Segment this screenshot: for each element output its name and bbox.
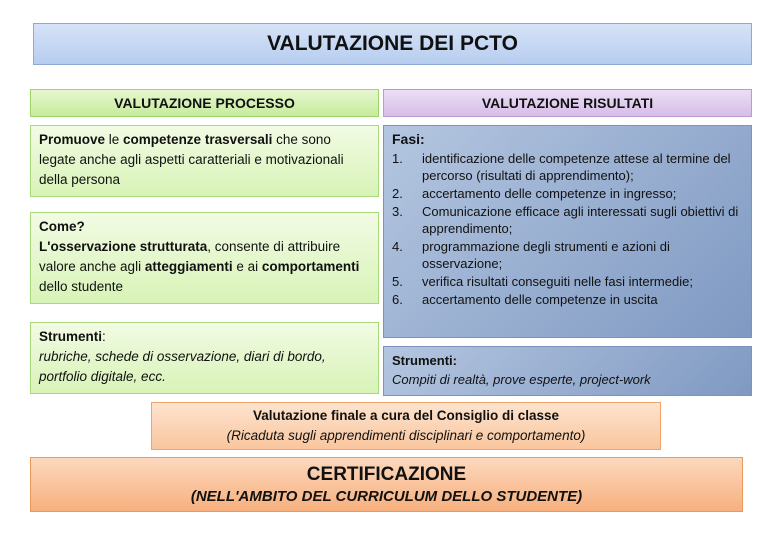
header-processo: VALUTAZIONE PROCESSO xyxy=(30,89,379,117)
text-competenze-desc: che sono legate anche agli aspetti caratteriali e motivazionali della persona xyxy=(39,132,344,187)
box-certificazione xyxy=(30,457,743,512)
strumenti-risultati-label: Strumenti: xyxy=(392,353,457,368)
fase-item: 6. accertamento delle competenze in uscita xyxy=(392,292,658,307)
valutazione-finale-title: Valutazione finale a cura del Consiglio di classe xyxy=(252,408,560,423)
main-title: VALUTAZIONE DEI PCTO xyxy=(33,23,752,65)
strumenti-processo-items: rubriche, schede di osservazione, diari di bordo, portfolio digitale, ecc. xyxy=(39,349,326,384)
text-come: Come? xyxy=(39,219,85,234)
certificazione-title: CERTIFICAZIONE xyxy=(306,464,467,485)
fasi-list xyxy=(392,150,743,308)
fase-item: 1. identificazione delle competenze attese al termine del percorso (risultati di apprendimento); xyxy=(392,151,731,183)
box-come xyxy=(30,212,379,304)
box-valutazione-finale xyxy=(151,402,661,450)
strumenti-processo-label: Strumenti: xyxy=(39,329,106,344)
header-risultati: VALUTAZIONE RISULTATI xyxy=(383,89,752,117)
box-competenze-trasversali xyxy=(30,125,379,197)
box-strumenti-risultati xyxy=(383,346,752,396)
fase-item: 5. verifica risultati conseguiti nelle fasi intermedie; xyxy=(392,274,693,289)
box-fasi xyxy=(383,125,752,338)
text-competenze-trasversali: competenze trasversali xyxy=(123,132,273,147)
fasi-label: Fasi: xyxy=(392,131,425,147)
text-osservazione: L'osservazione strutturata, consente di attribuire valore anche agli atteggiamenti e ai comportamenti dello studente xyxy=(39,239,360,294)
certificazione-subtitle: (NELL'AMBITO DEL CURRICULUM DELLO STUDENTE) xyxy=(190,488,583,505)
strumenti-risultati-items: Compiti di realtà, prove esperte, project-work xyxy=(392,372,651,387)
fase-item: 2. accertamento delle competenze in ingresso; xyxy=(392,186,677,201)
text-promuove: Promuove xyxy=(39,132,106,147)
box-strumenti-processo xyxy=(30,322,379,394)
valutazione-finale-subtitle: (Ricaduta sugli apprendimenti disciplinari e comportamento) xyxy=(226,428,586,443)
fase-item: 4. programmazione degli strumenti e azioni di osservazione; xyxy=(392,239,670,271)
fase-item: 3. Comunicazione efficace agli interessati sugli obiettivi di apprendimento; xyxy=(392,204,739,236)
text-le: le xyxy=(105,132,124,147)
